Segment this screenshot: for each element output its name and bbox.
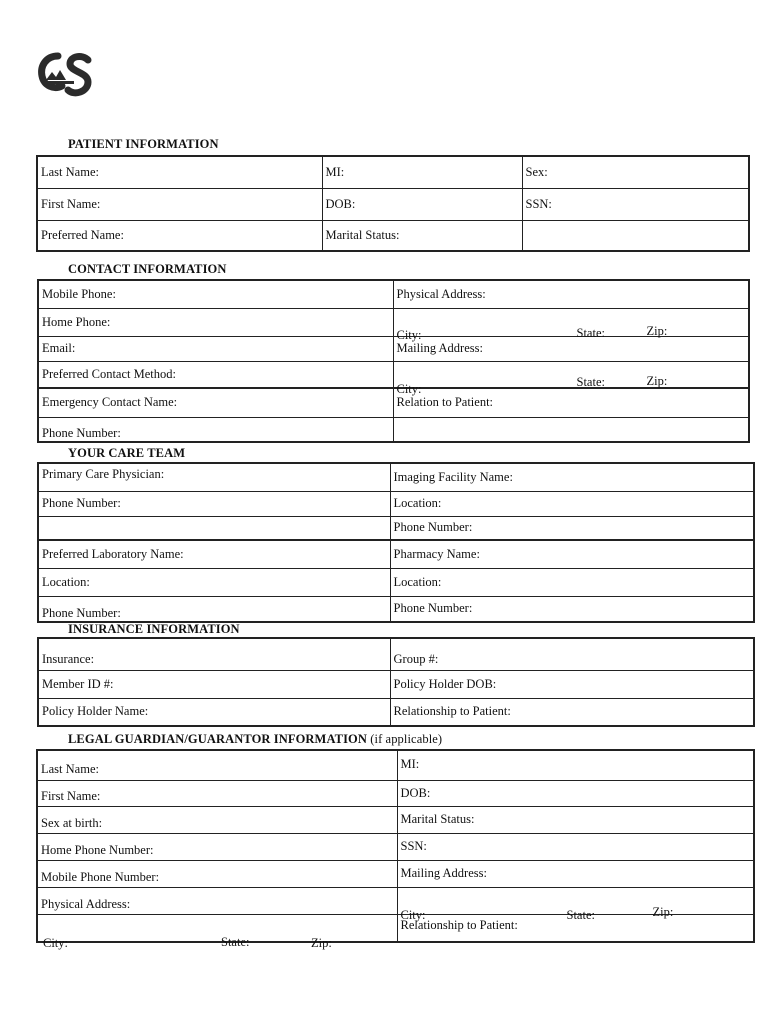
guardian-ssn-field[interactable] (397, 833, 754, 860)
mailing-state-label: State: (576, 375, 605, 390)
guardian-mailing-state-label: State: (566, 907, 595, 922)
empty-cell (38, 516, 390, 540)
guardian-physical-zip-label: Zip: (311, 935, 332, 950)
lab-location-field[interactable] (38, 568, 390, 596)
marital-status-label: Marital Status: (325, 227, 400, 242)
city-label: City: (396, 328, 422, 342)
insurance-heading: INSURANCE INFORMATION (68, 622, 240, 636)
physical-address-field[interactable] (393, 280, 749, 308)
ssn-field[interactable] (522, 188, 749, 220)
guardian-mobile-phone-field[interactable] (37, 860, 397, 887)
mi-label: MI: (325, 164, 345, 179)
contact-heading: CONTACT INFORMATION (68, 262, 227, 276)
care-team-heading: YOUR CARE TEAM (68, 446, 186, 460)
emergency-phone-number-label: Phone Number: (42, 426, 121, 440)
pcp-phone-number-field[interactable] (38, 491, 390, 516)
emergency-phone-number-field[interactable] (38, 417, 393, 442)
guardian-heading (68, 732, 442, 747)
guardian-marital-status-label: Marital Status: (400, 812, 475, 826)
home-phone-field[interactable] (38, 308, 393, 336)
guardian-dob-label: DOB: (400, 785, 431, 800)
guardian-mailing-city-label: City: (400, 907, 426, 922)
mailing-city-state-zip-field[interactable] (393, 361, 749, 397)
guardian-home-phone-field[interactable] (37, 833, 397, 860)
group-field[interactable] (390, 638, 754, 670)
group-label: Group #: (393, 651, 439, 666)
mobile-phone-field[interactable] (38, 280, 393, 308)
relationship-to-patient-field[interactable] (390, 698, 754, 726)
guardian-sex-at-birth-label: Sex at birth: (41, 815, 103, 830)
guardian-first-name-field[interactable] (37, 780, 397, 806)
care-team-table (37, 462, 755, 623)
relationship-to-patient-label: Relationship to Patient: (393, 704, 511, 719)
guardian-mailing-zip-label: Zip: (652, 904, 674, 919)
empty-cell (522, 220, 749, 251)
first-name-field[interactable] (37, 188, 322, 220)
imaging-location-field[interactable] (390, 491, 754, 516)
last-name-label: Last Name: (41, 164, 99, 179)
guardian-physical-address-field[interactable] (37, 887, 397, 914)
guardian-ssn-label: SSN: (400, 839, 427, 853)
policy-holder-name-label: Policy Holder Name: (42, 704, 149, 719)
patient-heading: PATIENT INFORMATION (68, 137, 219, 151)
primary-care-physician-field[interactable] (38, 463, 390, 491)
home-phone-label: Home Phone: (42, 314, 111, 329)
pharmacy-location-field[interactable] (390, 568, 754, 596)
member-id-label: Member ID #: (42, 676, 114, 691)
policy-holder-name-field[interactable] (38, 698, 390, 726)
first-name-label: First Name: (41, 196, 101, 211)
imaging-phone-number-label: Phone Number: (393, 520, 473, 535)
preferred-contact-method-field[interactable] (38, 361, 393, 388)
policy-holder-dob-field[interactable] (390, 670, 754, 698)
guardian-heading-note: (if applicable) (370, 732, 443, 746)
preferred-contact-method-label: Preferred Contact Method: (42, 366, 176, 381)
guardian-last-name-label: Last Name: (41, 761, 99, 776)
relation-to-patient-label: Relation to Patient: (396, 395, 494, 410)
guardian-heading-title: LEGAL GUARDIAN/GUARANTOR INFORMATION (68, 732, 367, 746)
state-label: State: (576, 326, 605, 340)
insurance-field[interactable] (38, 638, 390, 670)
guardian-sex-at-birth-field[interactable] (37, 806, 397, 833)
sex-label: Sex: (525, 164, 548, 179)
preferred-laboratory-name-field[interactable] (38, 540, 390, 568)
last-name-field[interactable] (37, 156, 322, 188)
guardian-mailing-city-state-zip-field[interactable] (397, 887, 754, 922)
pharmacy-name-label: Pharmacy Name: (393, 546, 480, 561)
insurance-label: Insurance: (42, 651, 95, 666)
guardian-mi-label: MI: (400, 757, 420, 771)
imaging-phone-number-field[interactable] (390, 516, 754, 540)
pharmacy-location-label: Location: (393, 574, 442, 589)
preferred-name-label: Preferred Name: (41, 227, 124, 242)
contact-table (37, 279, 750, 443)
lab-location-label: Location: (42, 574, 90, 589)
lab-phone-number-label: Phone Number: (42, 606, 121, 620)
imaging-location-label: Location: (393, 496, 442, 510)
dob-label: DOB: (325, 196, 356, 211)
empty-cell (393, 417, 749, 442)
guardian-dob-field[interactable] (397, 780, 754, 806)
marital-status-field[interactable] (322, 220, 522, 251)
guardian-physical-state-label: State: (221, 934, 250, 949)
city-state-zip-field[interactable] (393, 308, 749, 342)
clinic-logo (38, 50, 94, 100)
mailing-city-label: City: (396, 382, 422, 397)
zip-label: Zip: (646, 324, 668, 338)
email-label: Email: (42, 341, 76, 355)
preferred-laboratory-name-label: Preferred Laboratory Name: (42, 546, 184, 561)
guardian-table (36, 749, 755, 950)
member-id-field[interactable] (38, 670, 390, 698)
guardian-mi-field[interactable] (397, 750, 754, 780)
ssn-label: SSN: (525, 196, 552, 211)
mailing-address-field[interactable] (393, 336, 749, 361)
dob-field[interactable] (322, 188, 522, 220)
guardian-home-phone-label: Home Phone Number: (41, 842, 154, 857)
email-field[interactable] (38, 336, 393, 361)
guardian-physical-address-label: Physical Address: (41, 896, 131, 911)
insurance-table (37, 637, 755, 727)
guardian-first-name-label: First Name: (41, 788, 101, 803)
pharmacy-phone-number-label: Phone Number: (393, 601, 473, 616)
mi-field[interactable] (322, 156, 522, 188)
guardian-last-name-field[interactable] (37, 750, 397, 780)
sex-field[interactable] (522, 156, 749, 188)
lab-phone-number-field[interactable] (38, 596, 390, 622)
guardian-physical-city-label: City: (43, 935, 69, 950)
mobile-phone-label: Mobile Phone: (42, 286, 116, 301)
relation-to-patient-field[interactable] (393, 388, 749, 417)
pharmacy-name-field[interactable] (390, 540, 754, 568)
imaging-facility-name-label: Imaging Facility Name: (393, 469, 513, 484)
emergency-contact-name-label: Emergency Contact Name: (42, 395, 178, 410)
emergency-contact-name-field[interactable] (38, 388, 393, 417)
guardian-physical-city-state-zip-field[interactable] (37, 914, 397, 950)
pcp-phone-number-label: Phone Number: (42, 496, 121, 510)
guardian-mobile-phone-label: Mobile Phone Number: (41, 869, 160, 884)
guardian-mailing-address-label: Mailing Address: (400, 866, 487, 880)
pharmacy-phone-number-field[interactable] (390, 596, 754, 622)
preferred-name-field[interactable] (37, 220, 322, 251)
patient-table (36, 155, 750, 252)
policy-holder-dob-label: Policy Holder DOB: (393, 676, 497, 691)
mailing-address-label: Mailing Address: (396, 341, 483, 355)
mailing-zip-label: Zip: (646, 374, 668, 389)
physical-address-label: Physical Address: (396, 286, 486, 301)
guardian-relationship-to-patient-label: Relationship to Patient: (400, 917, 518, 932)
imaging-facility-name-field[interactable] (390, 463, 754, 491)
guardian-marital-status-field[interactable] (397, 806, 754, 833)
primary-care-physician-label: Primary Care Physician: (42, 467, 165, 481)
guardian-mailing-address-field[interactable] (397, 860, 754, 887)
